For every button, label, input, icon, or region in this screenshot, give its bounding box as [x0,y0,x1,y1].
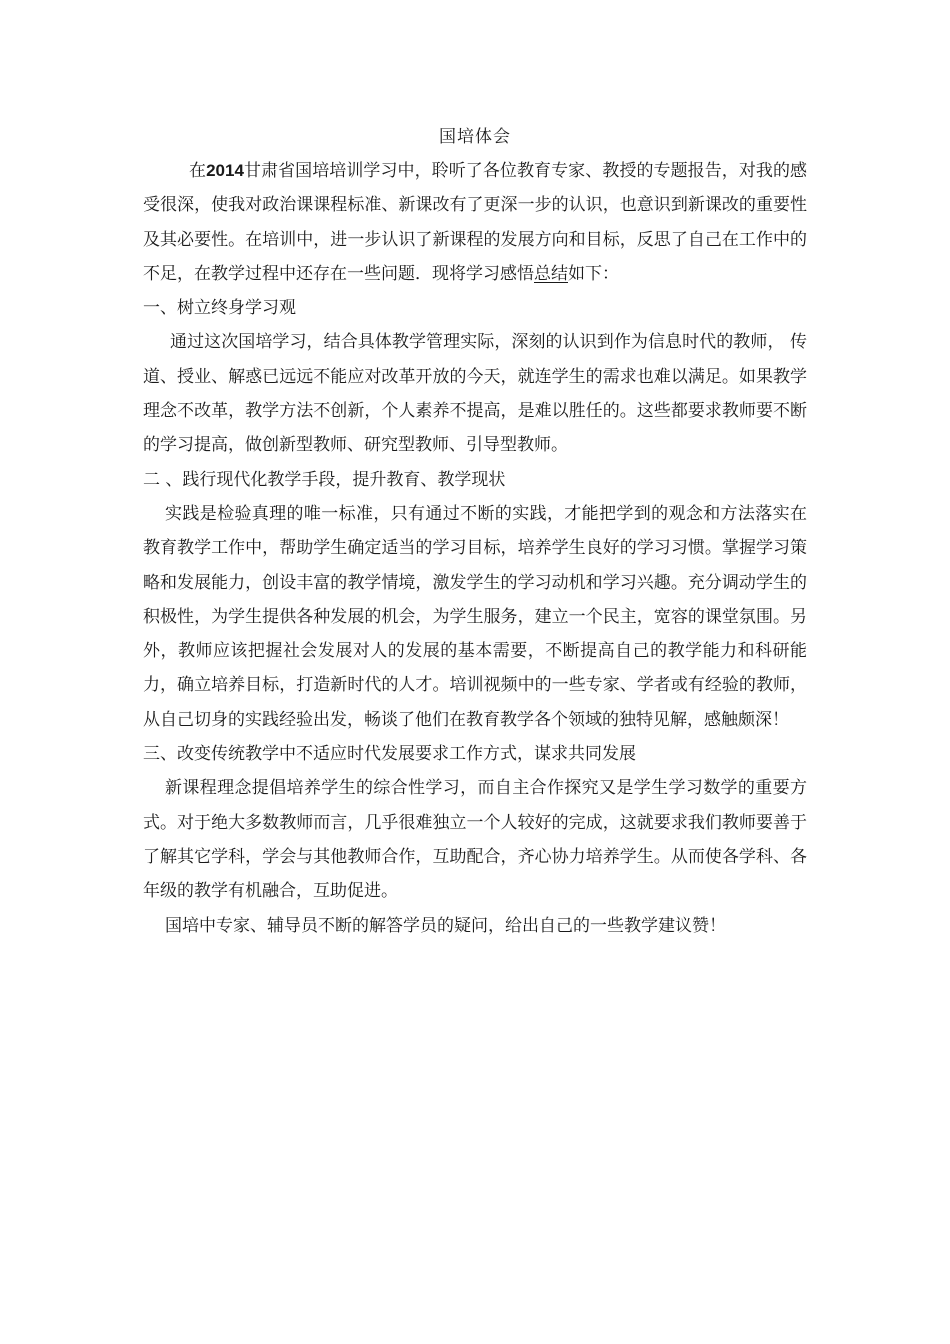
section1-body: 通过这次国培学习，结合具体教学管理实际，深刻的认识到作为信息时代的教师， 传道、授业、解惑已远远不能应对改革开放的今天，就连学生的需求也难以满足。如果教学理念不改革，教学方法不创新，个人素养不提高，是难以胜任的。这些都要求教师要不断的学习提高，做创新型教师、研究型教师、引导型教师。 [143,332,807,456]
intro-year: 2014 [206,161,244,180]
intro-paragraph [143,154,807,291]
intro-before-year: 在 [189,161,207,181]
intro-text: 甘肃省国培培训学习中，聆听了各位教育专家、教授的专题报告，对我的感受很深，使我对政治课课程标准、新课改有了更深一步的认识，也意识到新课改的重要性及其必要性。在培训中，进一步认识了新课程的发展方向和目标，反思了自己在工作中的不足，在教学过程中还存在一些问题．现将学习感悟 [143,161,808,284]
intro-ending: 如下： [568,263,619,284]
closing-paragraph: 国培中专家、辅导员不断的解答学员的疑问，给出自己的一些教学建议赞！ [165,915,726,936]
section3-heading: 三、改变传统教学中不适应时代发展要求工作方式，谋求共同发展 [143,744,636,765]
section2-heading: 二 、践行现代化教学手段，提升教育、教学现状 [143,469,506,490]
document-title: 国培体会 [439,127,511,147]
section3-body: 新课程理念提倡培养学生的综合性学习，而自主合作探究又是学生学习数学的重要方式。对于绝大多数教师而言，几乎很难独立一个人较好的完成，这就要求我们教师要善于了解其它学科，学会与其他教师合作，互助配合，齐心协力培养学生。从而使各学科、各年级的教学有机融合，互助促进。 [143,778,807,902]
document-body [143,120,807,943]
section1-heading: 一、树立终身学习观 [143,298,296,319]
section2-body: 实践是检验真理的唯一标准，只有通过不断的实践，才能把学到的观念和方法落实在教育教学工作中，帮助学生确定适当的学习目标，培养学生良好的学习习惯。掌握学习策略和发展能力，创设丰富的教学情境，激发学生的学习动机和学习兴趣。充分调动学生的积极性，为学生提供各种发展的机会，为学生服务，建立一个民主，宽容的课堂氛围。另外，教师应该把握社会发展对人的发展的基本需要，不断提高自己的教学能力和科研能力，确立培养目标，打造新时代的人才。培训视频中的一些专家、学者或有经验的教师，从自己切身的实践经验出发，畅谈了他们在教育教学各个领域的独特见解，感触颇深！ [143,503,807,730]
intro-underlined-word: 总结 [534,263,568,284]
